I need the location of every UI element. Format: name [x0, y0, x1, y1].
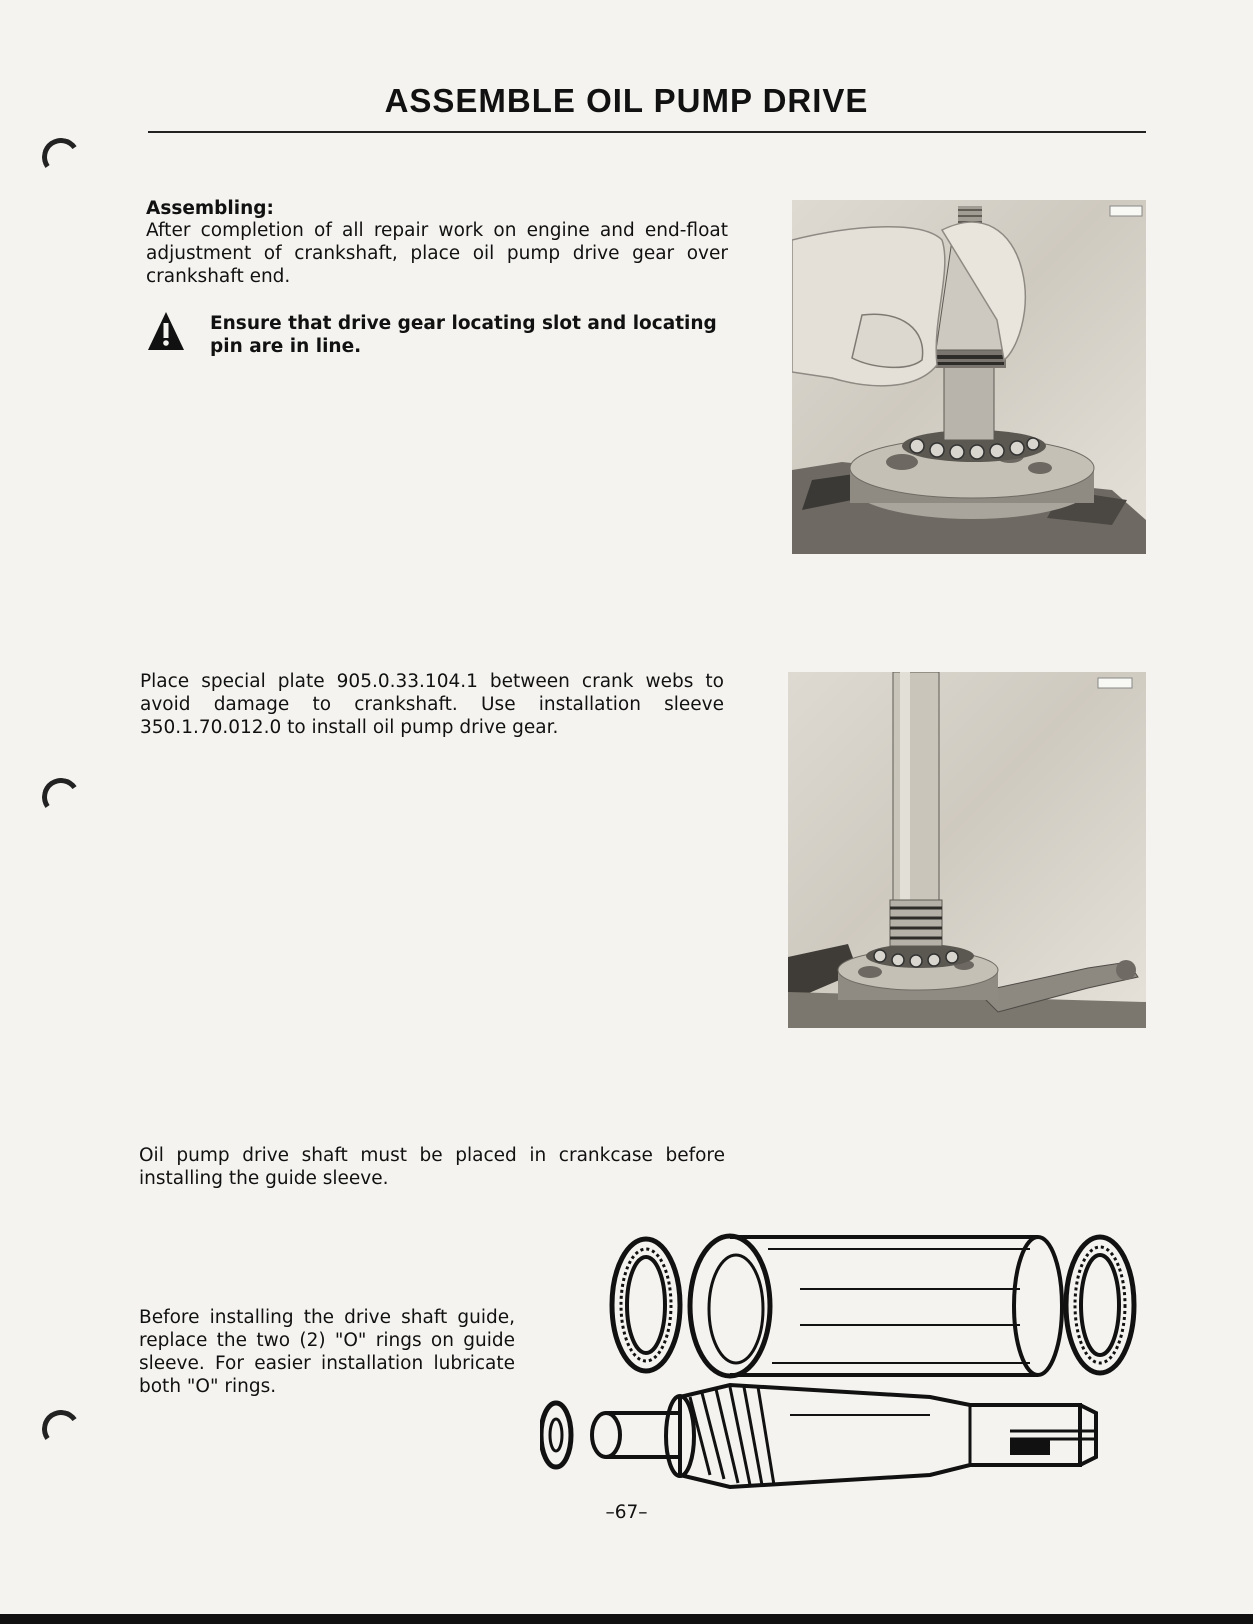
warning-text: Ensure that drive gear locating slot and locating pin are in line.: [210, 313, 717, 357]
special-plate-text: Place special plate 905.0.33.104.1 between crank webs to avoid damage to crankshaft. Use installation sleeve 350.1.70.012.0 to install oil pump drive gear.: [140, 671, 724, 738]
section-heading: Assembling:: [146, 198, 274, 219]
page-number: –67–: [605, 1502, 648, 1523]
page-title: ASSEMBLE OIL PUMP DRIVE: [384, 82, 869, 119]
section-assembling: [146, 198, 728, 288]
binder-hole-bottom: [39, 1407, 83, 1451]
warning-triangle-icon: [146, 310, 186, 354]
binder-hole-top: [39, 135, 83, 179]
photo-installation-sleeve: [788, 672, 1146, 1028]
page-bottom-edge: [0, 1614, 1253, 1624]
o-rings-text: Before installing the drive shaft guide, replace the two (2) "O" rings on guide sleeve. For easier installation lubricate both "O" rings.: [139, 1307, 515, 1397]
assembling-text: After completion of all repair work on engine and end-float adjustment of crankshaft, place oil pump drive gear over crankshaft end.: [146, 220, 728, 287]
drawing-guide-sleeve-and-shaft: [540, 1225, 1150, 1525]
title-rule: [148, 131, 1146, 133]
binder-hole-middle: [39, 775, 83, 819]
drive-shaft-text: Oil pump drive shaft must be placed in crankcase before installing the guide sleeve.: [139, 1145, 725, 1189]
photo-drive-gear-placement: [792, 200, 1146, 554]
